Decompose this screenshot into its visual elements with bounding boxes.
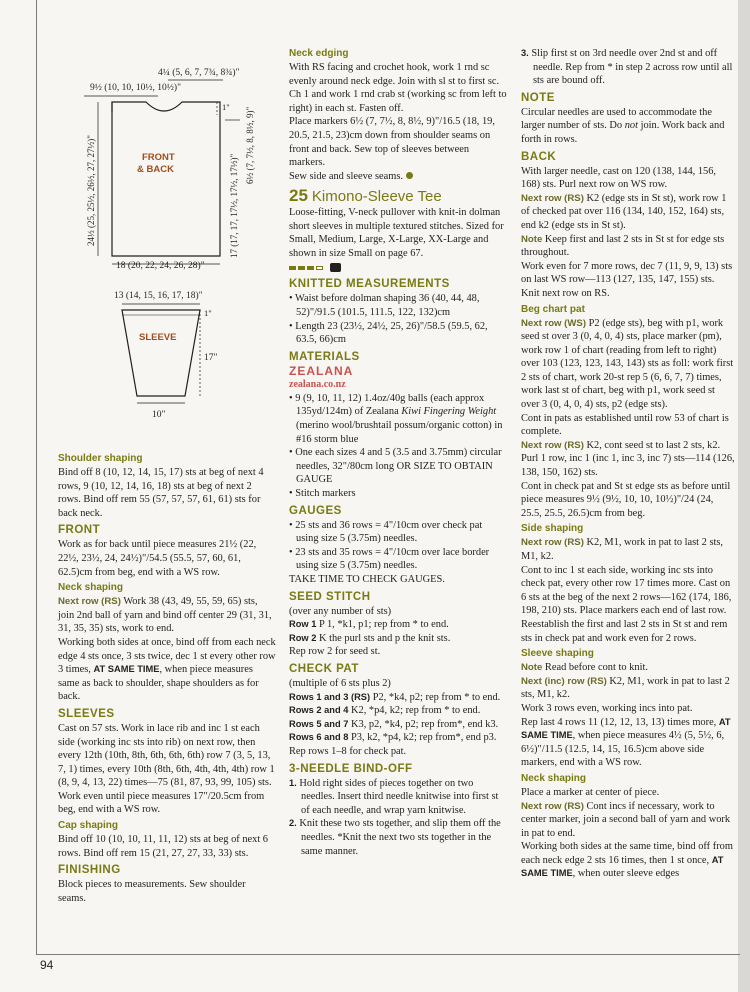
neck-edging-text-3 [289, 170, 507, 184]
row-label: Row 1 [289, 619, 317, 630]
text-run: K2 (edge sts in St st), work row 1 of checked pat over 116 (134, 140, 152, 164) sts, end k2 (edge sts in St st). [521, 192, 727, 231]
check-pat-row [289, 718, 507, 732]
text-run: Knit these two sts together, and slip them off the needles. *Knit the next two sts together in the same manner. [299, 818, 501, 857]
sl-bottom-label: 10" [152, 410, 166, 420]
measurement-item: • Waist before dolman shaping 36 (40, 44, 48, 52)"/91.5 (101.5, 111.5, 122, 132)cm [289, 293, 480, 318]
chart-pat-text [521, 317, 735, 412]
fb-shoulder-label: 9½ (10, 10, 10½, 10½)" [90, 83, 181, 93]
back-text: With larger needle, cast on 120 (138, 144, 156, 168) sts. Purl next row on WS row. [521, 165, 717, 191]
schematic-diagram [40, 60, 270, 450]
text-run: Sew side and sleeve seams. [289, 170, 403, 182]
bind-off-step [289, 817, 507, 858]
step-number: 2. [289, 818, 297, 829]
neck-edging-text: With RS facing and crochet hook, work 1 rnd sc evenly around neck edge. Join with sl st to first sc. Ch 1 and work 1 rnd crab st (working sc from left to right) in each st. Fasten off. [289, 62, 507, 114]
back-text-3 [521, 233, 735, 260]
skill-bar-icon [289, 266, 296, 270]
text-run: K3, p2, *k4, p2; rep from*, end k3. [348, 718, 499, 730]
check-pat-rep: Rep rows 1–8 for check pat. [289, 745, 407, 757]
fb-width-label: 18 (20, 22, 24, 26, 28)" [116, 261, 205, 271]
back-heading: BACK [521, 150, 557, 163]
fb-neck-drop-label: 1" [222, 102, 230, 112]
gauge-note: TAKE TIME TO CHECK GAUGES. [289, 574, 445, 585]
row-label: Row 2 [289, 632, 317, 643]
fb-label-back: & BACK [137, 164, 174, 175]
seed-stitch-rep: Rep row 2 for seed st. [289, 646, 381, 658]
yarn-brand-logo: ZEALANA [289, 363, 354, 378]
front-text: Work as for back until piece measures 21½ (22, 22½, 23½, 24, 24½)"/54.5 (55.5, 57, 60, 61, 62.5)cm from beg, end with a WS row. [58, 539, 257, 578]
step-number: 1. [289, 777, 297, 788]
cap-shaping-text: Bind off 10 (10, 10, 11, 11, 12) sts at beg of next 6 rows. Bind off rem 15 (21, 27, 27, 33, 33) sts. [58, 834, 269, 859]
sl-cuff-label: 1" [204, 308, 212, 318]
fb-side-label: 17 (17, 17, 17½, 17½, 17½)" [229, 153, 239, 258]
row-label: Next row (RS) [521, 800, 584, 812]
chart-pat-text-3 [521, 439, 735, 480]
neck-shaping-text-2 [58, 636, 276, 704]
pattern-title [289, 186, 507, 206]
fb-length-label: 24½ (25, 25½, 26½, 27, 27½)" [86, 135, 96, 246]
text-run: K2, M1, work in pat to last 2 sts, M1, k2. [521, 675, 730, 701]
text-run: , when outer sleeve edges [572, 868, 680, 880]
fb-top-neck-label: 4¼ (5, 6, 7, 7¾, 8¾)" [158, 68, 240, 78]
sl-label: SLEEVE [139, 332, 177, 343]
sleeves-heading: SLEEVES [58, 707, 115, 720]
gauges-heading: GAUGES [289, 504, 342, 517]
chart-icon [330, 263, 341, 272]
emphasis: AT SAME TIME [521, 716, 731, 741]
end-dot-icon [406, 172, 413, 179]
neck-edging-text-2: Place markers 6½ (7, 7½, 8, 8½, 9)"/16.5 (18, 19, 20.5, 21.5, 23)cm down from shoulder seams on front and back. Sew top of sleeves between markers. [289, 116, 495, 169]
finishing-heading: FINISHING [58, 864, 121, 877]
sleeves-text: Cast on 57 sts. Work in lace rib and inc 1 st each side (working inc sts into rib) on next row, then every 12th (10th, 8th, 6th, 6th, 6th) row 7 (3, 5, 13, 7, 1) times, every 10th (8th, 6th, 4th, 4th, 4th) row 1 (8, 9, 4, 13, 22) times—75 (81, 87, 93, 99, 105) sts. Work even until piece measures 17"/20.5cm from beg, end with a WS row. [58, 722, 275, 816]
margin-rule-vertical [36, 0, 37, 955]
sleeve-shaping-text-3: Work 3 rows even, working incs into pat. [521, 702, 693, 714]
text-run: K2, cont seed st to last 2 sts, k2. Purl 1 row, inc 1 (inc 1, inc 3, inc 7) sts—114 (126, 138, 150, 162) sts. [521, 439, 735, 479]
fb-label-front: FRONT [142, 152, 175, 163]
sleeve-shaping-text-4 [521, 716, 735, 770]
neck-shaping-heading-2: Neck shaping [521, 772, 587, 784]
page-edge [738, 0, 750, 992]
side-shaping-heading: Side shaping [521, 523, 584, 535]
pattern-intro: Loose-fitting, V-neck pullover with knit-in dolman short sleeves in multiple textured stitches. Sized for Small, Medium, Large, X-Large, XX-Large and shown in size Small on page 67. [289, 206, 504, 259]
measurement-item: • Length 23 (23½, 24½, 25, 26)"/58.5 (59.5, 62, 63.5, 66)cm [289, 320, 488, 346]
cap-shaping-heading: Cap shaping [58, 820, 119, 832]
skill-bar-empty-icon [316, 266, 323, 270]
text-run: Cont incs if necessary, work to center marker, join a second ball of yarn and work in pat to end. [521, 800, 731, 839]
emphasis: not [624, 120, 638, 132]
step-number: 3. [521, 48, 529, 58]
materials-item: • One each sizes 4 and 5 (3.5 and 3.75mm) circular needles, 32"/80cm long OR SIZE TO OBTAIN GAUGE [289, 447, 502, 486]
seed-stitch-row [289, 632, 507, 646]
text-run: Hold right sides of pieces together on two needles. Insert third needle knitwise into first st of each needle, and wrap yarn knitwise. [299, 777, 499, 816]
yarn-name: Kiwi Fingering Weight [401, 406, 497, 418]
bind-off-step [521, 47, 735, 88]
text-run: K2, *p4, k2; rep from * to end. [348, 705, 481, 717]
side-shaping-text-2: Cont to inc 1 st each side, working inc sts into check pat, every other row 17 times more. Cast on 6 sts at the beg of the next 2 rows—162 (174, 186, 198, 210) sts. Place markers each end of last row. Reestablish the first and last 2 sts in St st and rem sts in check pat and work even for 2 rows. [521, 564, 732, 644]
pattern-number: 25 [289, 186, 308, 206]
text-run: P2, *k4, p2; rep from * to end. [370, 691, 501, 703]
check-pat-row [289, 691, 507, 705]
neck-shaping-text-5 [521, 840, 735, 881]
row-label: Next row (WS) [521, 317, 587, 329]
check-pat-row [289, 731, 507, 745]
finishing-text: Block pieces to measurements. Sew shoulder seams. [58, 879, 246, 904]
row-label: Next (inc) row (RS) [521, 675, 607, 687]
row-label: Rows 6 and 8 [289, 732, 349, 743]
chart-pat-heading: Beg chart pat [521, 303, 585, 315]
materials-heading: MATERIALS [289, 350, 360, 363]
neck-shaping-text [58, 595, 276, 636]
text-run: , when piece measures 4½ (5, 5½, 6, 6½)"/11.5 (12.5, 14, 15, 16.5)cm above side markers, end with a WS row. [521, 730, 725, 769]
text-run: Keep first and last 2 sts in St st for edge sts throughout. [521, 233, 725, 259]
materials-item [289, 392, 507, 446]
chart-pat-text-4: Cont in check pat and St st edge sts as before until piece measures 9½ (9½, 10, 10, 10½)"/24 (24, 25.5, 25.5, 26.5)cm from beg. [521, 480, 731, 519]
neck-edging-heading: Neck edging [289, 48, 349, 59]
materials-item: • Stitch markers [289, 488, 356, 500]
row-label: Next row (RS) [521, 537, 584, 549]
neck-shaping-heading: Neck shaping [58, 582, 124, 594]
text-run: Working both sides at once, bind off from each neck edge 4 sts once, 3 sts twice, dec 1 st every other row 3 times, [58, 636, 276, 676]
row-label: Rows 5 and 7 [289, 718, 349, 729]
emphasis: AT SAME TIME [93, 664, 160, 675]
text-run: (merino wool/brushtail possum/organic cotton) in #16 storm blue [296, 420, 503, 445]
text-run: , when piece measures same as back to shoulder, shape shoulders as for back. [58, 664, 259, 703]
text-run: Rep last 4 rows 11 (12, 12, 13, 13) times more, [521, 716, 719, 728]
text-run: Work 38 (43, 49, 55, 59, 65) sts, join 2nd ball of yarn and bind off center 29 (31, 31, 31, 35, 35) sts, work to end. [58, 596, 272, 635]
neck-shaping-text-4 [521, 800, 735, 841]
gauge-item: • 23 sts and 35 rows = 4"/10cm over lace border using size 5 (3.75m) needles. [289, 546, 490, 572]
chart-pat-text-2: Cont in pats as established until row 53 of chart is complete. [521, 412, 729, 438]
text-run: Circular needles are used to accommodate the larger number of sts. Do [521, 106, 712, 132]
text-run: Read before cont to knit. [542, 662, 648, 674]
back-text-2 [521, 192, 735, 233]
note-heading: NOTE [521, 91, 555, 104]
sl-length-label: 17" [204, 353, 218, 363]
skill-bar-icon [298, 266, 305, 270]
row-label: Note [521, 233, 543, 245]
sleeve-outline [122, 310, 200, 396]
text-run: K2, M1, work in pat to last 2 sts, M1, k2. [521, 537, 724, 562]
row-label: Next row (RS) [521, 439, 584, 451]
seed-stitch-row [289, 618, 507, 632]
sleeve-shaping-text [521, 661, 735, 675]
sl-top-label: 13 (14, 15, 16, 17, 18)" [114, 291, 203, 301]
pattern-name: Kimono-Sleeve Tee [311, 188, 442, 206]
text-run: join. Work back and forth in rows. [521, 120, 725, 145]
shoulder-shaping-heading: Shoulder shaping [58, 453, 143, 464]
row-label: Note [521, 662, 543, 674]
bind-off-heading: 3-NEEDLE BIND-OFF [289, 762, 413, 775]
column-middle [289, 47, 507, 858]
check-pat-heading: CHECK PAT [289, 662, 359, 675]
text-run: P3, k2, *p4, k2; rep from*, end p3. [348, 732, 497, 744]
text-run: P2 (edge sts), beg with p1, work seed st over 3 (0, 4, 0, 4) sts, place marker (pm), work row 1 of chart (reading from left to right) over 103 (123, 123, 143, 143) sts as foll: work first 2 sts of chart, work 20-st rep 5 (6, 6, 7, 7) times, work last st of chart, beg with p1, work seed st over 3 (0, 4, 0, 4) sts, p2 (edge sts). [521, 317, 734, 411]
measurements-heading: KNITTED MEASUREMENTS [289, 278, 450, 291]
skill-bar-icon [307, 266, 314, 270]
check-pat-note: (multiple of 6 sts plus 2) [289, 677, 391, 689]
back-text-4: Work even for 7 more rows, dec 7 (11, 9, 9, 13) sts on last WS row—113 (127, 135, 147, 155) sts. Knit next row on RS. [521, 260, 733, 299]
text-run: Slip first st on 3rd needle over 2nd st and off needle. Rep from * in step 2 across row until all sts are bound off. [531, 48, 733, 87]
text-run: • 9 (9, 10, 11, 12) 1.4oz/40g balls (each approx 135yd/124m) of Zealana [289, 392, 485, 418]
column-left [58, 450, 276, 905]
column-right [521, 47, 735, 881]
note-text [521, 106, 735, 147]
text-run: P 1, *k1, p1; rep from * to end. [316, 619, 449, 631]
front-heading: FRONT [58, 524, 101, 537]
front-back-outline [112, 102, 220, 256]
yarn-brand-url: zealana.co.nz [289, 379, 346, 391]
seed-stitch-heading: SEED STITCH [289, 590, 371, 603]
emphasis: AT SAME TIME [521, 854, 724, 879]
gauge-item: • 25 sts and 36 rows = 4"/10cm over check pat using size 5 (3.75m) needles. [289, 519, 483, 545]
row-label: Rows 2 and 4 [289, 705, 349, 716]
side-shaping-text [521, 536, 735, 563]
neck-shaping-text-3: Place a marker at center of piece. [521, 786, 660, 798]
page-number: 94 [40, 958, 54, 972]
skill-level-icon [289, 263, 507, 272]
shoulder-shaping-text: Bind off 8 (10, 12, 14, 15, 17) sts at beg of next 4 rows, 9 (10, 12, 14, 16, 18) sts at beg of next 2 rows. Bind off rem 55 (57, 57, 57, 61, 61) sts for back neck. [58, 467, 264, 519]
check-pat-row [289, 704, 507, 718]
row-label: Next row (RS) [58, 596, 121, 608]
fb-armhole-label: 6½ (7, 7½, 8, 8½, 9)" [245, 106, 255, 184]
text-run: Working both sides at the same time, bind off from each neck edge 2 sts 16 times, then 1 st once, [521, 841, 733, 866]
seed-stitch-note: (over any number of sts) [289, 605, 392, 617]
row-label: Rows 1 and 3 (RS) [289, 691, 371, 702]
margin-rule-horizontal [36, 954, 740, 955]
bind-off-step [289, 777, 507, 818]
row-label: Next row (RS) [521, 192, 584, 204]
sleeve-shaping-text-2 [521, 675, 735, 702]
sleeve-shaping-heading: Sleeve shaping [521, 648, 594, 660]
text-run: K the purl sts and p the knit sts. [316, 632, 451, 644]
